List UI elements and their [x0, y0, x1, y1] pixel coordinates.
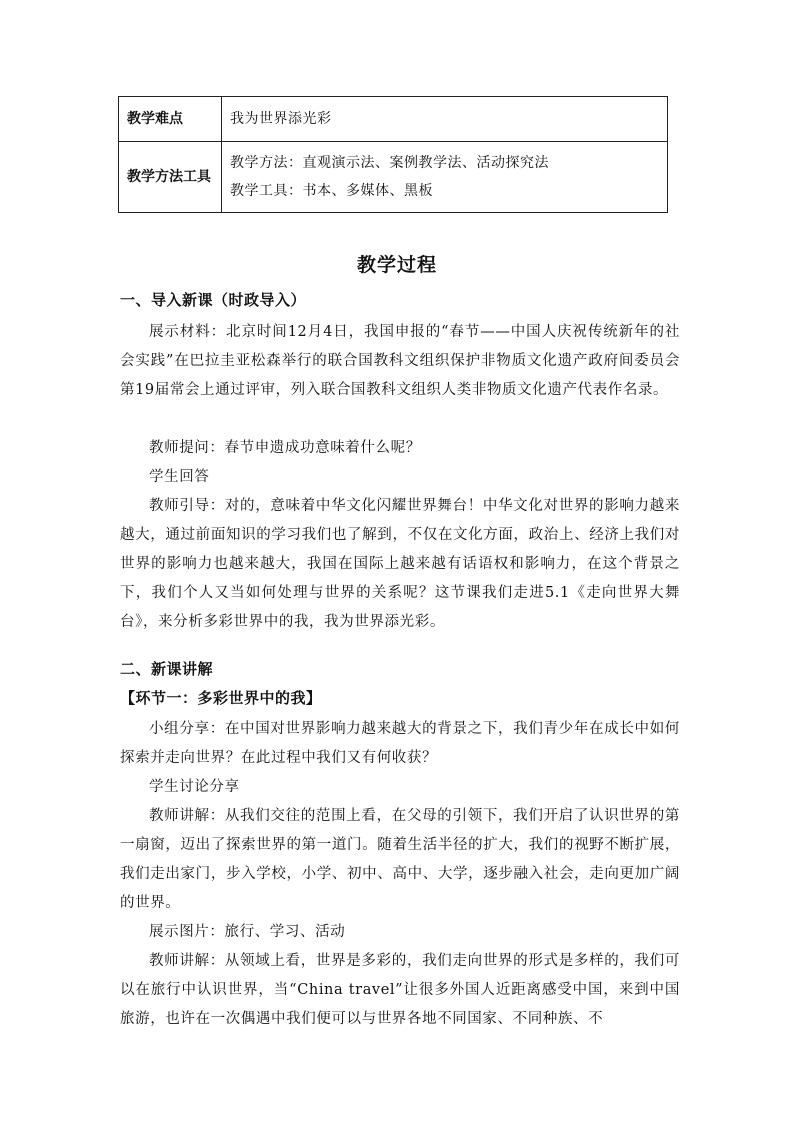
difficulty-row — [119, 97, 668, 142]
section1-para-1: 展示材料：北京时间12月4日，我国申报的“春节——中国人庆祝传统新年的社会实践”在巴拉圭亚松森举行的联合国教科文组织保护非物质文化遗产政府间委员会第19届常会上通过评审，列入联合国教科文组织人类非物质文化遗产代表作名录。 — [120, 324, 680, 398]
method-value — [222, 142, 668, 213]
section2-para-1: 小组分享：在中国对世界影响力越来越大的背景之下，我们青少年在成长中如何探索并走向世界？在此过程中我们又有何收获？ — [120, 721, 680, 766]
section1-para-4: 教师引导：对的，意味着中华文化闪耀世界舞台！中华文化对世界的影响力越来越大，通过前面知识的学习我们也了解到，不仅在文化方面，政治上、经济上我们对世界的影响力也越来越大，我国在国际上越来越有话语权和影响力，在这个背景之下，我们个人又当如何处理与世界的关系呢？这节课我们走进5.1《走向世界大舞台》，来分析多彩世界中的我，我为世界添光彩。 — [120, 498, 680, 630]
difficulty-label: 教学难点 — [119, 97, 222, 142]
section1-para-3: 学生回答 — [149, 469, 210, 485]
section2-para-3: 教师讲解：从我们交往的范围上看，在父母的引领下，我们开启了认识世界的第一扇窗，迈出了探索世界的第一道门。随着生活半径的扩大，我们的视野不断扩展，我们走出家门，步入学校，小学、初中、高中、大学，逐步融入社会，走向更加广阔的世界。 — [120, 808, 680, 911]
method-line-2: 教学工具：书本、多媒体、黑板 — [230, 183, 433, 199]
section1-heading: 一、导入新课（时政导入） — [120, 291, 307, 309]
section2-para-2: 学生讨论分享 — [149, 779, 240, 795]
section2-para-5: 教师讲解：从领域上看，世界是多彩的，我们走向世界的形式是多样的，我们可以在旅行中认识世界，当“China travel”让很多外国人近距离感受中国，来到中国旅游，也许在一次偶遇中我们便可以与世界各地不同国家、不同种族、不 — [120, 953, 680, 1027]
difficulty-value: 我为世界添光彩 — [222, 97, 668, 142]
section2-subheading: 【环节一：多彩世界中的我】 — [120, 689, 322, 707]
section2-para-4: 展示图片：旅行、学习、活动 — [149, 924, 346, 940]
section1-para-2: 教师提问：春节申遗成功意味着什么呢？ — [149, 440, 421, 456]
method-row — [119, 142, 668, 213]
section2-heading: 二、新课讲解 — [120, 660, 214, 678]
lesson-info-table — [118, 96, 668, 213]
method-line-1: 教学方法：直观演示法、案例教学法、活动探究法 — [230, 155, 549, 171]
method-label: 教学方法工具 — [119, 142, 222, 213]
page-title: 教学过程 — [356, 254, 437, 276]
